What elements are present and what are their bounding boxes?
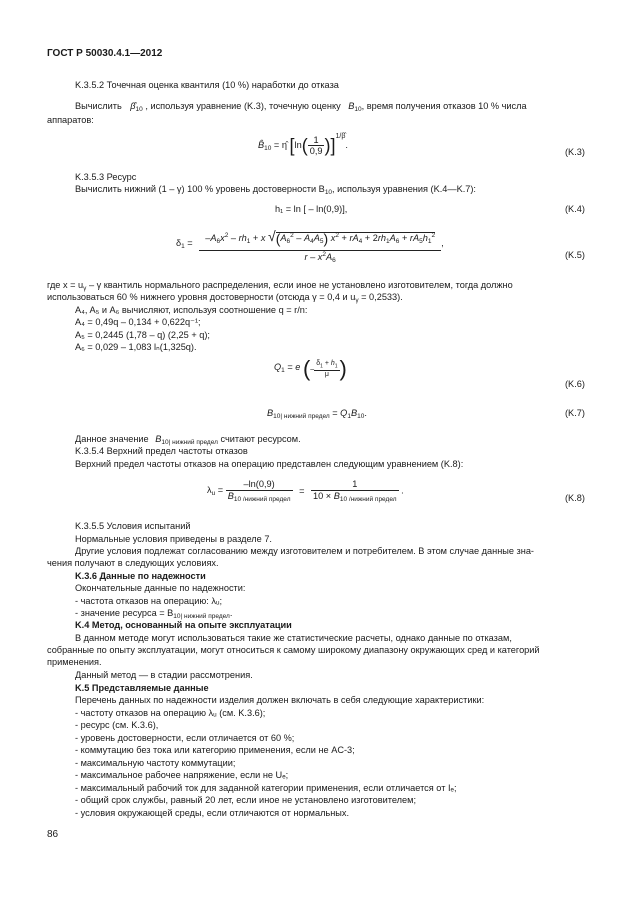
paragraph: Верхний предел частоты отказов на операцию представлен следующим уравнением (K.8): — [75, 459, 464, 469]
paragraph: Нормальные условия приведены в разделе 7. — [75, 534, 272, 544]
section-k36-title: K.3.6 Данные по надежности — [75, 571, 206, 581]
paragraph-cont: чения получают в следующих условиях. — [47, 558, 219, 568]
text-span: – γ квантиль нормального распределения, если иное не установлено изготовителем, тогда должно — [86, 280, 513, 290]
equation-number: (K.5) — [565, 250, 585, 260]
paragraph-cont: собранные по опыту эксплуатации, могут относиться к самому широкому диапазону окружающих сред и категорий — [47, 645, 540, 655]
list-item: - максимальный рабочий ток для заданной категории применения, если отличается от Iₑ; — [75, 783, 457, 793]
text-span: , время получения отказов 10 % числа — [361, 101, 527, 111]
list-item: - максимальное рабочее напряжение, если не Uₑ; — [75, 770, 289, 780]
equation-number: (K.3) — [565, 147, 585, 157]
paragraph: В данном методе могут использоваться такие же статистические расчеты, однако данные по отказам, — [75, 633, 512, 643]
list-item: - условия окружающей среды, если отличаются от нормальных. — [75, 808, 350, 818]
text-span: = 0,2533). — [358, 292, 403, 302]
equation-number: (K.8) — [565, 493, 585, 503]
equation-number: (K.4) — [565, 204, 585, 214]
paragraph: где $x = u_\gamma - \gamma$ квантиль нормального распределения, если иное не установлено изготовителем, тогда должно — [47, 280, 513, 292]
equation-k8: $\lambda_u$ = $\frac{-\ln(0,9)}{B_{10 /нижний предел}}$ = $\frac{1}{10 \times B_{10 /нижний предел}}$ . — [207, 479, 404, 503]
text-span: использоваться 60 % нижнего уровня достоверности (отсюда γ = 0,4 и u — [47, 292, 356, 302]
text-span: , используя уравнение (K.3), точечную оценку — [145, 101, 341, 111]
equation-k7: $B_{10| нижний предел} = Q_1B_{10}$. — [267, 408, 367, 420]
text-span: - значение ресурса = B — [75, 608, 174, 618]
paragraph: Другие условия подлежат согласованию между изготовителем и потребителем. В этом случае данные зна- — [75, 546, 534, 556]
paragraph: Перечень данных по надежности изделия должен включать в себя следующие характеристики: — [75, 695, 485, 705]
list-item: - уровень достоверности, если отличается от 60 %; — [75, 733, 295, 743]
list-item: - значение ресурса = $B_{10| нижний предел}$. — [75, 608, 233, 620]
page-number: 86 — [47, 829, 59, 840]
text-span: где x = u — [47, 280, 84, 290]
section-k352-title: K.3.5.2 Точечная оценка квантиля (10 %) наработки до отказа — [75, 80, 339, 90]
list-item: - общий срок службы, равный 20 лет, если иное не установлено изготовителем; — [75, 795, 417, 805]
text-span: Вычислить нижний (1 – γ) 100 % уровень достоверности B — [75, 184, 325, 194]
list-item: - максимальную частоту коммутации; — [75, 758, 236, 768]
equation-number: (K.6) — [565, 379, 585, 389]
text-span: , используя уравнения (K.4—K.7): — [332, 184, 476, 194]
equation-k5: $\delta_1$ = $\frac{-A_6x^2 - rh_1 + x √(A_6^2 - A_4A_5) x^2 + rA_4 + 2rh_1A_6 + rA_5h_1^2}{r - x^2A_6}$ , — [176, 224, 444, 270]
list-item: - частота отказов на операцию: λᵤ; — [75, 596, 223, 606]
list-item: - частоту отказов на операцию λᵤ (см. K.3.6); — [75, 708, 266, 718]
paragraph-cont: применения. — [47, 657, 102, 667]
text-span: Данное значение — [75, 434, 149, 444]
paragraph-cont: использоваться 60 % нижнего уровня достоверности (отсюда γ = 0,4 и $u_\gamma = 0,2533$). — [47, 292, 403, 304]
paragraph: Вычислить нижний (1 – γ) 100 % уровень достоверности $B_{10}$, используя уравнения (K.4—K.7): — [75, 184, 476, 196]
formula-a6: A₆ = 0,029 – 1,083 lₙ(1,325q). — [75, 342, 197, 352]
equation-k3: $B̂_{10}$ = η̂ [ln( $\frac{1}{0,9}$ )]$^{1/\betâ}$. — [258, 133, 348, 157]
text-span: 10| нижний предел — [173, 613, 230, 620]
section-k355-title: K.3.5.5 Условия испытаний — [75, 521, 191, 531]
formula-a4: A₄ = 0,49q – 0,134 + 0,622q⁻¹; — [75, 317, 201, 327]
section-k5-title: K.5 Представляемые данные — [75, 683, 209, 693]
paragraph: Окончательные данные по надежности: — [75, 583, 246, 593]
text-span: Вычислить — [75, 101, 122, 111]
equation-k4: h₁ = ln [ – ln(0,9)], — [275, 204, 348, 214]
section-k353-title: K.3.5.3 Ресурс — [75, 172, 137, 182]
section-k4-title: K.4 Метод, основанный на опыте эксплуатации — [75, 620, 292, 630]
paragraph: Данное значение $B_{10| нижний предел}$ считают ресурсом. — [75, 434, 301, 446]
paragraph-cont: аппаратов: — [47, 115, 94, 125]
paragraph: Вычислить $\betâ_{10}$ , используя уравнение (K.3), точечную оценку $B_{10}$, время получения отказов 10 % числа — [75, 101, 527, 113]
section-k354-title: K.3.5.4 Верхний предел частоты отказов — [75, 446, 248, 456]
paragraph: Данный метод — в стадии рассмотрения. — [75, 670, 253, 680]
equation-number: (K.7) — [565, 408, 585, 418]
paragraph: A₄, A₅ и A₆ вычисляют, используя соотношение q = r/n: — [75, 305, 308, 315]
list-item: - ресурс (см. K.3.6), — [75, 720, 159, 730]
document-header: ГОСТ Р 50030.4.1—2012 — [47, 48, 163, 59]
formula-a5: A₅ = 0,2445 (1,78 – q) (2,25 + q); — [75, 330, 210, 340]
equation-k6: $Q_1 = e$ (– $\frac{\delta_1 + h_1}{\mu}$ ) — [274, 356, 347, 381]
text-span: считают ресурсом. — [220, 434, 301, 444]
list-item: - коммутацию без тока или категорию применения, если не AC-3; — [75, 745, 355, 755]
